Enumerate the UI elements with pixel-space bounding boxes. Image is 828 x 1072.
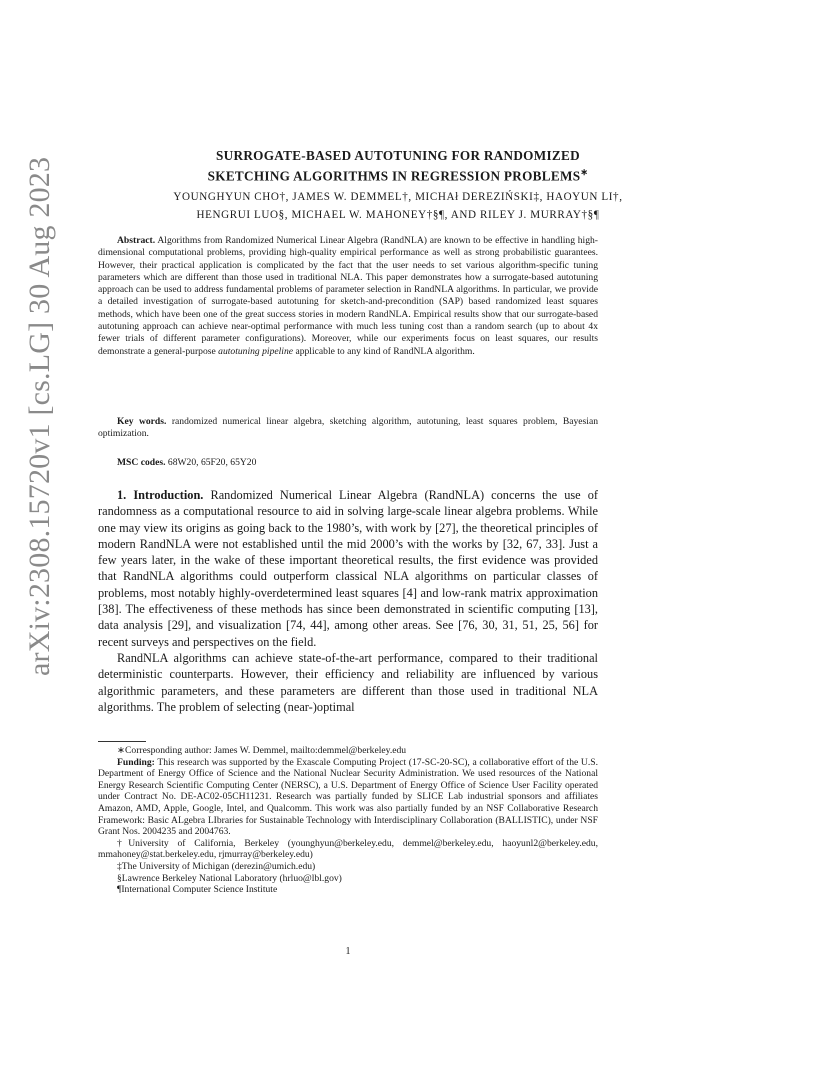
msc-codes: [98, 457, 598, 469]
footnote-berkeley: †University of California, Berkeley (younghyun@berkeley.edu, demmel@berkeley.edu, haoyunl2@berkeley.edu, mmahoney@stat.berkeley.edu, rjmurray@berkeley.edu): [98, 837, 598, 861]
msc-text: 68W20, 65F20, 65Y20: [167, 457, 257, 468]
intro-paragraph-1: [98, 487, 598, 650]
keywords: [98, 416, 598, 441]
title-footnote-mark: ∗: [580, 167, 589, 177]
introduction: [98, 487, 598, 715]
author-list: [98, 188, 698, 224]
footnote-rule: [98, 741, 146, 742]
title-line-2: SKETCHING ALGORITHMS IN REGRESSION PROBLEMS∗: [207, 167, 589, 184]
abstract: [98, 235, 598, 358]
footnote-icsi: ¶International Computer Science Institute: [117, 884, 278, 896]
author-line-1: YOUNGHYUN CHO†, JAMES W. DEMMEL†, MICHAł DEREZIŃSKI‡, HAOYUN LI†,: [173, 191, 623, 203]
title-line-1: SURROGATE-BASED AUTOTUNING FOR RANDOMIZED: [216, 148, 580, 163]
footnotes: [98, 745, 598, 896]
page-number: 1: [345, 946, 351, 957]
author-line-2: HENGRUI LUO§, MICHAEL W. MAHONEY†§¶, AND RILEY J. MURRAY†§¶: [196, 209, 600, 221]
paper-title: [98, 148, 698, 184]
abstract-text: Algorithms from Randomized Numerical Linear Algebra (RandNLA) are known to be effective in handling high-dimensional computational problems, providing high-quality empirical performance as well as strong probabilistic guarantees. However, their practical application is complicated by the fact that the user needs to set various algorithm-specific tuning parameters which are different than those used in traditional NLA. This paper demonstrates how a surrogate-based autotuning approach can be used to address fundamental problems of parameter selection in RandNLA algorithms. In particular, we provide a detailed investigation of surrogate-based autotuning for sketch-and-precondition (SAP) based randomized least squares methods, which have been one of the great success stories in modern RandNLA. Empirical results show that our surrogate-based autotuning approach can achieve near-optimal performance with much less tuning cost than a random search (up to about 4x fewer trials of different parameter configurations). Moreover, while our experiments focus on least squares, our results demonstrate a general-purpose: [98, 235, 598, 357]
abstract-italic: autotuning pipeline: [218, 345, 294, 357]
abstract-tail: applicable to any kind of RandNLA algorithm.: [295, 345, 475, 357]
funding-label: Funding:: [117, 756, 155, 768]
keywords-label: Key words.: [117, 416, 167, 427]
section-heading: 1. Introduction.: [117, 488, 204, 502]
footnote-funding: [98, 757, 598, 838]
intro-paragraph-2: RandNLA algorithms can achieve state-of-the-art performance, compared to their traditional deterministic counterparts. However, their efficiency and reliability are influenced by various algorithmic parameters, and these parameters are different than those used in traditional NLA algorithms. The problem of selecting (near-)optimal: [98, 650, 598, 714]
funding-text: This research was supported by the Exascale Computing Project (17-SC-20-SC), a collaborative effort of the U.S. Department of Energy Office of Science and the National Nuclear Security Administration. We used resources of the National Energy Research Scientific Computing Center (NERSC), a U.S. Department of Energy Office of Science User Facility operated under Contract No. DE-AC02-05CH11231. Research was partially funded by SLICE Lab industrial sponsors and affiliates Amazon, AMD, Apple, Google, Intel, and Qualcomm. This work was also partially funded by an NSF Collaborative Research Framework: Basic ALgebra LIbraries for Sustainable Technology with Interdisciplinary Collaboration (BALLISTIC), under NSF Grant Nos. 2004235 and 2004763.: [98, 756, 598, 838]
footnote-michigan: ‡The University of Michigan (derezin@umich.edu): [117, 860, 316, 872]
keywords-text: randomized numerical linear algebra, sketching algorithm, autotuning, least squares problem, Bayesian optimization.: [98, 416, 598, 440]
intro-p1-text: Randomized Numerical Linear Algebra (RandNLA) concerns the use of randomness as a computational resource to aid in solving large-scale linear algebra problems. While one may view its origins as going back to the 1980’s, with work by [27], the theoretical principles of modern RandNLA were not established until the mid 2000’s with the works by [32, 67, 33]. Just a few years later, in the wake of these important theoretical results, the first evidence was provided that RandNLA algorithms could outperform classical NLA algorithms on particular classes of problems, most notably highly-overdetermined least squares [4] and low-rank matrix approximation [38]. The effectiveness of these methods has since been demonstrated in scientific computing [13], data analysis [29], and visualization [74, 44], among other areas. See [76, 30, 31, 51, 25, 56] for recent surveys and perspectives on the field.: [98, 488, 598, 649]
arxiv-stamp: arXiv:2308.15720v1 [cs.LG] 30 Aug 2023: [23, 156, 56, 676]
abstract-label: Abstract.: [117, 235, 156, 246]
msc-label: MSC codes.: [117, 457, 166, 468]
footnote-lbnl: §Lawrence Berkeley National Laboratory (hrluo@lbl.gov): [117, 872, 342, 884]
footnote-corresponding: ∗Corresponding author: James W. Demmel, mailto:demmel@berkeley.edu: [117, 745, 407, 756]
